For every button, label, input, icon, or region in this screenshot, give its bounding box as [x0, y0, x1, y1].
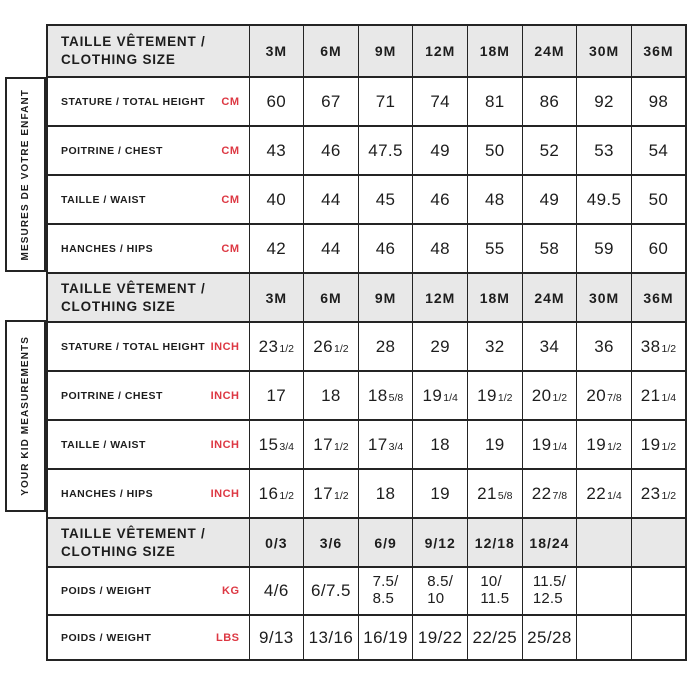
value-cell: 211/4: [631, 371, 686, 420]
unit-label: CM: [221, 95, 240, 108]
measure-label-cell: [47, 371, 249, 420]
measure-row: [47, 567, 686, 615]
measure-label: HANCHES / HIPS: [61, 242, 154, 255]
value-cell: 49: [522, 175, 577, 224]
value-text: 11.5/ 12.5: [532, 573, 567, 608]
value-cell: 46: [358, 224, 413, 273]
size-column-header: 36M: [631, 273, 686, 322]
value-cell: 48: [468, 175, 523, 224]
measure-row: [47, 469, 686, 518]
value-cell: 173/4: [358, 420, 413, 469]
fraction-text: 1/2: [552, 391, 568, 404]
fraction-text: 1/4: [661, 391, 677, 404]
value-cell: 53: [577, 126, 632, 175]
measure-label: STATURE / TOTAL HEIGHT: [61, 340, 206, 353]
value-cell: 191/2: [577, 420, 632, 469]
section-header-row: [47, 25, 686, 77]
measure-label-wrap: [48, 632, 249, 644]
section-header-label: TAILLE VÊTEMENT / CLOTHING SIZE: [47, 273, 249, 322]
size-column-header: 9M: [358, 25, 413, 77]
measure-label-cell: [47, 224, 249, 273]
value-cell: 381/2: [631, 322, 686, 371]
fraction-text: 1/2: [279, 489, 294, 502]
value-text: 7.5/ 8.5: [372, 573, 399, 608]
fraction-text: 1/2: [333, 342, 349, 355]
value-cell: 92: [577, 77, 632, 126]
size-column-header: 0/3: [249, 518, 304, 567]
measure-row: [47, 77, 686, 126]
size-column-header: 12/18: [468, 518, 523, 567]
fraction-text: 7/8: [552, 489, 568, 502]
value-cell: 45: [358, 175, 413, 224]
measure-row: [47, 175, 686, 224]
unit-label: CM: [221, 242, 240, 255]
value-cell: 46: [413, 175, 468, 224]
measure-row: [47, 322, 686, 371]
value-cell: 231/2: [249, 322, 304, 371]
side-group-box-cm: [5, 77, 46, 272]
value-cell: 60: [249, 77, 304, 126]
fraction-text: 1/2: [333, 440, 349, 453]
size-column-header: 12M: [413, 25, 468, 77]
value-cell: 207/8: [577, 371, 632, 420]
value-cell: 58: [522, 224, 577, 273]
value-cell: 74: [413, 77, 468, 126]
value-cell: 221/4: [577, 469, 632, 518]
value-cell: 29: [413, 322, 468, 371]
value-cell: [522, 567, 577, 615]
value-cell: 59: [577, 224, 632, 273]
unit-label: INCH: [210, 340, 240, 353]
value-cell: 54: [631, 126, 686, 175]
size-column-header: 24M: [522, 273, 577, 322]
size-chart-table: [46, 24, 687, 661]
section-header-row: [47, 518, 686, 567]
value-cell: 185/8: [358, 371, 413, 420]
unit-label: CM: [221, 144, 240, 157]
value-cell: 191/4: [413, 371, 468, 420]
value-cell: [631, 615, 686, 660]
measure-label-wrap: [48, 96, 249, 108]
measure-label-wrap: [48, 488, 249, 500]
measure-label: POITRINE / CHEST: [61, 389, 163, 402]
section-header-label: TAILLE VÊTEMENT / CLOTHING SIZE: [47, 25, 249, 77]
fraction-text: 1/2: [661, 440, 677, 453]
value-cell: 71: [358, 77, 413, 126]
measure-row: [47, 126, 686, 175]
size-column-header: 18M: [468, 25, 523, 77]
value-cell: 17: [249, 371, 304, 420]
value-cell: 22/25: [468, 615, 523, 660]
side-group-box-inch: [5, 320, 46, 512]
fraction-text: 1/4: [552, 440, 568, 453]
measure-label: POIDS / WEIGHT: [61, 585, 152, 598]
size-column-header: 3M: [249, 273, 304, 322]
size-column-header: [577, 518, 632, 567]
section-header-row: [47, 273, 686, 322]
measure-label-cell: [47, 469, 249, 518]
value-cell: 42: [249, 224, 304, 273]
size-column-header: 24M: [522, 25, 577, 77]
value-cell: 25/28: [522, 615, 577, 660]
value-cell: 171/2: [304, 420, 359, 469]
measure-label-wrap: [48, 390, 249, 402]
size-column-header: 3M: [249, 25, 304, 77]
fraction-text: 1/4: [443, 391, 458, 404]
value-cell: 153/4: [249, 420, 304, 469]
unit-label: CM: [221, 193, 240, 206]
value-cell: 9/13: [249, 615, 304, 660]
section-header-label: TAILLE VÊTEMENT / CLOTHING SIZE: [47, 518, 249, 567]
value-cell: 261/2: [304, 322, 359, 371]
value-cell: 231/2: [631, 469, 686, 518]
value-cell: 86: [522, 77, 577, 126]
measure-label-cell: [47, 77, 249, 126]
size-column-header: 12M: [413, 273, 468, 322]
size-column-header: 6M: [304, 25, 359, 77]
value-cell: [468, 567, 523, 615]
size-column-header: 30M: [577, 25, 632, 77]
value-cell: 43: [249, 126, 304, 175]
value-cell: 67: [304, 77, 359, 126]
measure-label-wrap: [48, 194, 249, 206]
value-cell: 36: [577, 322, 632, 371]
value-cell: 19: [413, 469, 468, 518]
measure-label-cell: [47, 175, 249, 224]
value-cell: 50: [468, 126, 523, 175]
value-text: 10/ 11.5: [480, 573, 510, 608]
fraction-text: 1/2: [661, 342, 677, 355]
fraction-text: 1/2: [497, 391, 513, 404]
value-cell: 19/22: [413, 615, 468, 660]
size-column-header: 36M: [631, 25, 686, 77]
measure-label-wrap: [48, 341, 249, 353]
size-column-header: 18M: [468, 273, 523, 322]
value-cell: 171/2: [304, 469, 359, 518]
unit-label: INCH: [210, 438, 240, 451]
measure-label-cell: [47, 567, 249, 615]
value-cell: 18: [358, 469, 413, 518]
fraction-text: 3/4: [279, 440, 294, 453]
value-cell: 98: [631, 77, 686, 126]
measure-label: STATURE / TOTAL HEIGHT: [61, 95, 206, 108]
fraction-text: 7/8: [607, 391, 622, 404]
measure-label: HANCHES / HIPS: [61, 487, 154, 500]
value-cell: [631, 567, 686, 615]
value-cell: 49.5: [577, 175, 632, 224]
value-cell: 13/16: [304, 615, 359, 660]
value-cell: 191/4: [522, 420, 577, 469]
side-group-label-inch: YOUR KID MEASUREMENTS: [20, 336, 31, 496]
side-group-label-cm: MESURES DE VOTRE ENFANT: [20, 88, 31, 261]
unit-label: INCH: [210, 389, 240, 402]
value-cell: 4/6: [249, 567, 304, 615]
value-cell: [358, 567, 413, 615]
measure-label-wrap: [48, 243, 249, 255]
fraction-text: 1/4: [607, 489, 622, 502]
value-cell: 227/8: [522, 469, 577, 518]
value-cell: 201/2: [522, 371, 577, 420]
measure-label-wrap: [48, 585, 249, 597]
measure-label: TAILLE / WAIST: [61, 438, 146, 451]
size-chart-body: [47, 25, 686, 660]
size-column-header: 6/9: [358, 518, 413, 567]
value-cell: 46: [304, 126, 359, 175]
value-cell: 44: [304, 224, 359, 273]
size-column-header: 30M: [577, 273, 632, 322]
unit-label: INCH: [210, 487, 240, 500]
size-column-header: 18/24: [522, 518, 577, 567]
value-cell: 50: [631, 175, 686, 224]
value-cell: 52: [522, 126, 577, 175]
measure-row: [47, 224, 686, 273]
value-cell: 32: [468, 322, 523, 371]
value-cell: 18: [413, 420, 468, 469]
measure-row: [47, 371, 686, 420]
measure-label: POITRINE / CHEST: [61, 144, 163, 157]
value-cell: 44: [304, 175, 359, 224]
measure-label-cell: [47, 615, 249, 660]
value-cell: 40: [249, 175, 304, 224]
fraction-text: 1/2: [279, 342, 294, 355]
value-cell: 191/2: [631, 420, 686, 469]
measure-row: [47, 420, 686, 469]
value-cell: 60: [631, 224, 686, 273]
value-cell: 18: [304, 371, 359, 420]
size-column-header: 9M: [358, 273, 413, 322]
measure-label-cell: [47, 126, 249, 175]
measure-label-wrap: [48, 439, 249, 451]
value-cell: 81: [468, 77, 523, 126]
size-column-header: [631, 518, 686, 567]
value-cell: 16/19: [358, 615, 413, 660]
value-cell: 28: [358, 322, 413, 371]
unit-label: LBS: [216, 631, 240, 644]
measure-row: [47, 615, 686, 660]
value-cell: 191/2: [468, 371, 523, 420]
value-cell: 34: [522, 322, 577, 371]
value-cell: [577, 567, 632, 615]
value-cell: 161/2: [249, 469, 304, 518]
value-cell: 215/8: [468, 469, 523, 518]
fraction-text: 5/8: [497, 489, 513, 502]
size-column-header: 9/12: [413, 518, 468, 567]
measure-label-wrap: [48, 145, 249, 157]
measure-label: TAILLE / WAIST: [61, 193, 146, 206]
value-text: 8.5/ 10: [427, 573, 454, 608]
value-cell: 19: [468, 420, 523, 469]
size-column-header: 6M: [304, 273, 359, 322]
value-cell: 55: [468, 224, 523, 273]
value-cell: [413, 567, 468, 615]
value-cell: 49: [413, 126, 468, 175]
unit-label: KG: [222, 585, 240, 598]
measure-label-cell: [47, 322, 249, 371]
measure-label: POIDS / WEIGHT: [61, 631, 152, 644]
fraction-text: 3/4: [388, 440, 404, 453]
measure-label-cell: [47, 420, 249, 469]
size-column-header: 3/6: [304, 518, 359, 567]
fraction-text: 1/2: [607, 440, 622, 453]
value-cell: 6/7.5: [304, 567, 359, 615]
value-cell: 47.5: [358, 126, 413, 175]
fraction-text: 5/8: [388, 391, 404, 404]
value-cell: 48: [413, 224, 468, 273]
value-cell: [577, 615, 632, 660]
fraction-text: 1/2: [661, 489, 677, 502]
fraction-text: 1/2: [333, 489, 349, 502]
